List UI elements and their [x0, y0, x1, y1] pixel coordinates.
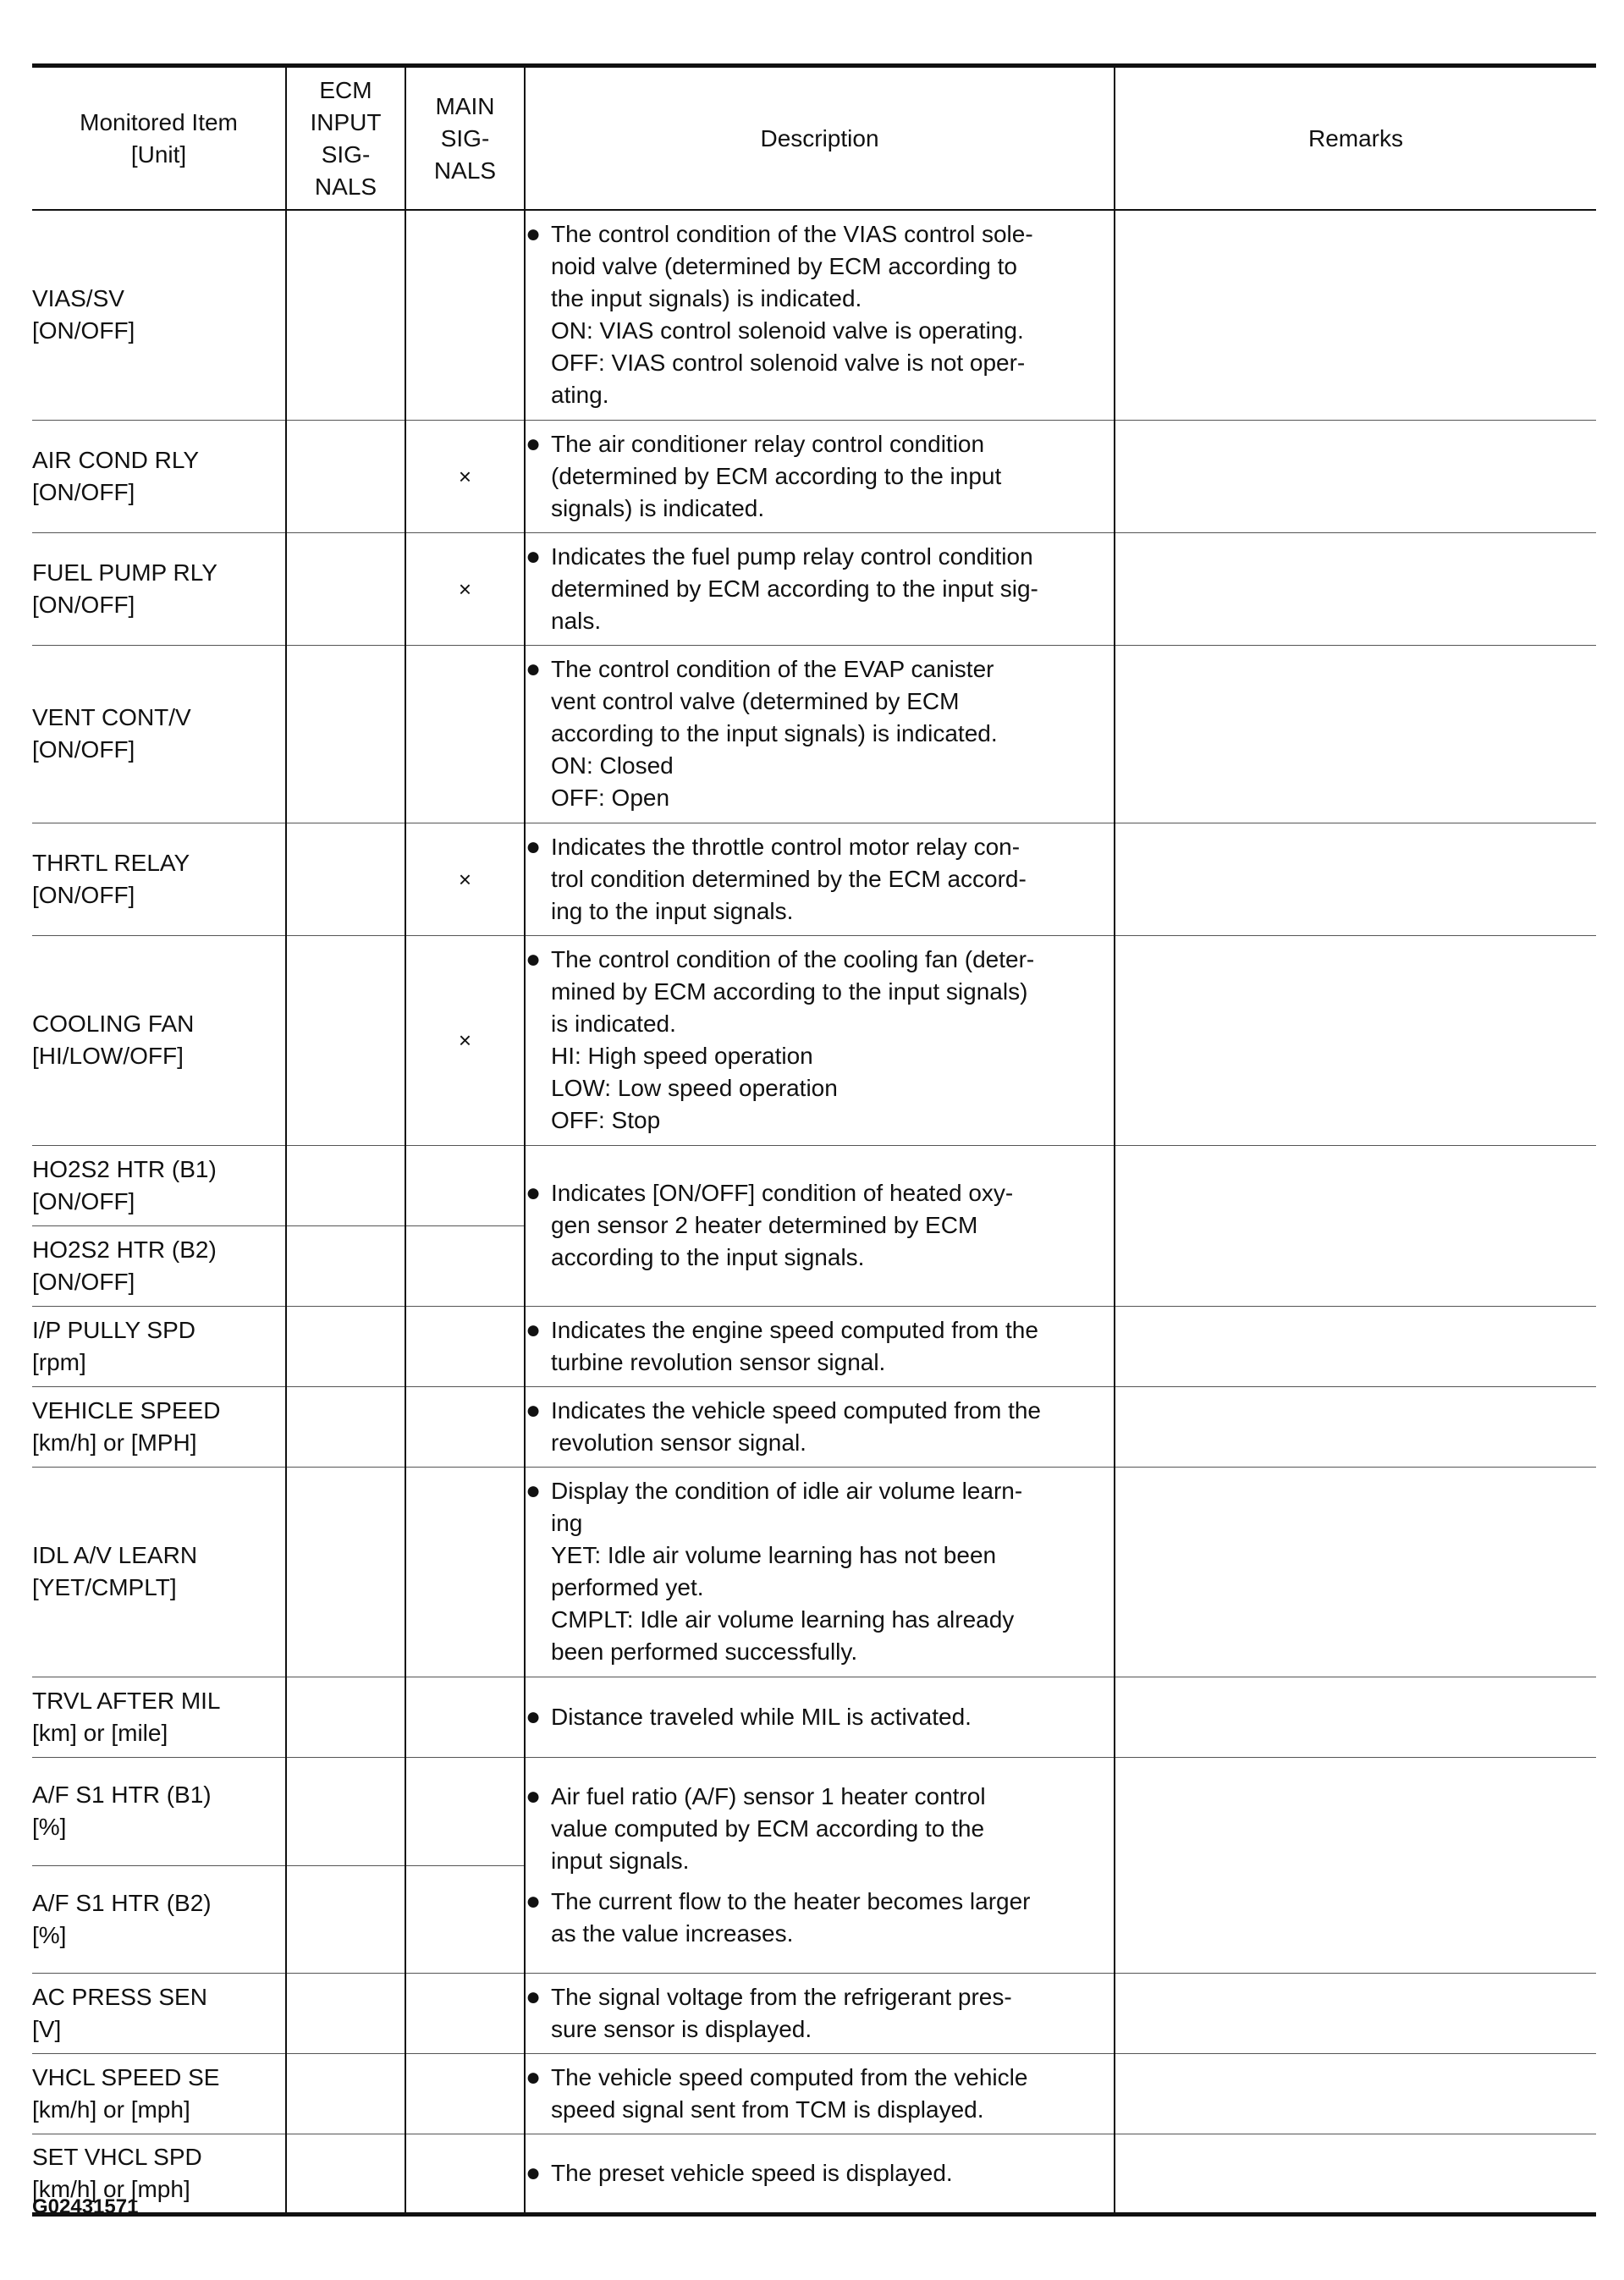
description-cell: [525, 1677, 1115, 1757]
text-line: [km] or [mile]: [32, 1719, 168, 1746]
text-line: (determined by ECM according to the input: [551, 462, 1002, 489]
text-line: noid valve (determined by ECM according to: [551, 253, 1017, 280]
bullet-text: [551, 1701, 1114, 1733]
text-line: The current flow to the heater becomes larger: [551, 1887, 1031, 1914]
monitored-item-cell: [32, 823, 286, 935]
description-bullet: [526, 1981, 1114, 2046]
text-line: The control condition of the cooling fan (deter-: [551, 946, 1035, 972]
text-line: [YET/CMPLT]: [32, 1574, 177, 1600]
description-cell: [525, 1973, 1115, 2053]
bullet-text: [551, 653, 1114, 814]
header-label-line: SIG-: [321, 140, 371, 168]
table-row: [32, 2134, 1596, 2214]
table-row: [32, 1973, 1596, 2053]
text-line: CMPLT: Idle air volume learning has already: [551, 1606, 1015, 1633]
description-bullet: [526, 1314, 1114, 1379]
table-row: [32, 1306, 1596, 1386]
description-bullet: [526, 541, 1114, 637]
ecm-input-signal-cell: [286, 823, 405, 935]
text-line: ating.: [551, 382, 609, 409]
text-line: [ON/OFF]: [32, 736, 135, 763]
ecm-input-signal-cell: [286, 1306, 405, 1386]
table-row: [32, 1386, 1596, 1467]
remarks-cell: [1115, 1973, 1596, 2053]
text-line: HI: High speed operation: [551, 1043, 813, 1069]
main-signal-cell: [405, 1973, 525, 2053]
text-line: OFF: Stop: [551, 1107, 661, 1133]
text-line: [%]: [32, 1921, 67, 1948]
text-line: [ON/OFF]: [32, 478, 135, 505]
monitored-items-table: [32, 63, 1596, 2217]
text-line: Indicates the throttle control motor relay con-: [551, 833, 1021, 860]
text-line: HO2S2 HTR (B2): [32, 1236, 217, 1263]
table-header-row: [32, 66, 1596, 211]
description-bullet: [526, 2157, 1114, 2189]
text-line: VHCL SPEED SE: [32, 2063, 220, 2090]
description-cell: [525, 1467, 1115, 1677]
monitored-item-cell: [32, 1306, 286, 1386]
header-label-line: ECM: [319, 76, 372, 103]
monitored-item-cell: [32, 645, 286, 823]
text-line: nals.: [551, 607, 602, 634]
text-line: [ON/OFF]: [32, 1268, 135, 1295]
document-page: [32, 63, 1596, 2217]
description-cell: [525, 823, 1115, 935]
header-label-line: SIG-: [440, 124, 490, 151]
text-line: The control condition of the EVAP canister: [551, 656, 994, 682]
monitored-item-cell: [32, 532, 286, 645]
bullet-text: [551, 1981, 1114, 2046]
bullet-dot-icon: ●: [526, 1702, 542, 1731]
ecm-input-signal-cell: [286, 1467, 405, 1677]
text-line: ON: Closed: [551, 752, 674, 779]
text-line: VIAS/SV: [32, 285, 124, 312]
main-signal-cell: [405, 1757, 525, 1865]
main-signal-cell: ×: [405, 935, 525, 1145]
table-row: [32, 823, 1596, 935]
bullet-dot-icon: ●: [526, 1179, 542, 1207]
monitored-item-cell: [32, 1145, 286, 1225]
description-bullet: [526, 1395, 1114, 1459]
text-line: revolution sensor signal.: [551, 1429, 806, 1456]
description-bullet: [526, 653, 1114, 814]
bullet-dot-icon: ●: [526, 2062, 542, 2091]
text-line: COOLING FAN: [32, 1011, 195, 1037]
text-line: A/F S1 HTR (B2): [32, 1889, 212, 1916]
main-signal-cell: [405, 1467, 525, 1677]
text-line: LOW: Low speed operation: [551, 1075, 838, 1101]
ecm-input-signal-cell: [286, 935, 405, 1145]
main-signal-cell: [405, 1865, 525, 1973]
monitored-item-cell: [32, 210, 286, 420]
main-signal-cell: [405, 2134, 525, 2214]
bullet-dot-icon: ●: [526, 542, 542, 570]
remarks-cell: [1115, 645, 1596, 823]
text-line: Distance traveled while MIL is activated.: [551, 1703, 972, 1730]
text-line: Air fuel ratio (A/F) sensor 1 heater control: [551, 1782, 986, 1809]
monitored-item-cell: [32, 1973, 286, 2053]
bullet-text: [551, 831, 1114, 928]
text-line: turbine revolution sensor signal.: [551, 1348, 886, 1375]
text-line: AC PRESS SEN: [32, 1983, 207, 2010]
remarks-cell: [1115, 1386, 1596, 1467]
bullet-dot-icon: ●: [526, 1477, 542, 1505]
table-row: [32, 210, 1596, 420]
text-line: THRTL RELAY: [32, 849, 190, 876]
table-row: [32, 420, 1596, 532]
description-cell: [525, 645, 1115, 823]
main-signal-cell: [405, 1677, 525, 1757]
description-bullet: [526, 944, 1114, 1137]
text-line: The control condition of the VIAS control sole-: [551, 221, 1033, 248]
remarks-cell: [1115, 935, 1596, 1145]
description-bullet: [526, 1701, 1114, 1733]
header-label-line: [Unit]: [130, 140, 187, 168]
bullet-dot-icon: ●: [526, 1886, 542, 1915]
table-row: [32, 1145, 1596, 1225]
bullet-text: [551, 1781, 1114, 1877]
text-line: the input signals) is indicated.: [551, 285, 862, 312]
text-line: [km/h] or [mph]: [32, 2175, 190, 2202]
description-cell: [525, 1757, 1115, 1973]
description-cell: [525, 935, 1115, 1145]
bullet-text: [551, 218, 1114, 411]
document-id: G02431571: [32, 2195, 139, 2218]
bullet-dot-icon: ●: [526, 2158, 542, 2187]
monitored-item-cell: [32, 1757, 286, 1865]
text-line: [rpm]: [32, 1348, 86, 1375]
monitored-item-cell: [32, 1865, 286, 1973]
text-line: FUEL PUMP RLY: [32, 559, 217, 586]
bullet-text: [551, 1314, 1114, 1379]
description-cell: [525, 2053, 1115, 2134]
text-line: Display the condition of idle air volume learn-: [551, 1478, 1023, 1504]
text-line: mined by ECM according to the input signals): [551, 978, 1028, 1005]
description-cell: [525, 1386, 1115, 1467]
bullet-text: [551, 944, 1114, 1137]
monitored-item-cell: [32, 1386, 286, 1467]
col-header-description: [525, 66, 1115, 211]
col-header-main-signals: [405, 66, 525, 211]
remarks-cell: [1115, 420, 1596, 532]
description-bullet: [526, 1475, 1114, 1668]
remarks-cell: [1115, 823, 1596, 935]
ecm-input-signal-cell: [286, 1145, 405, 1225]
ecm-input-signal-cell: [286, 1225, 405, 1306]
description-bullet: [526, 218, 1114, 411]
description-bullet: [526, 1886, 1114, 1950]
text-line: Indicates the engine speed computed from the: [551, 1316, 1038, 1343]
bullet-dot-icon: ●: [526, 429, 542, 458]
text-line: Indicates the vehicle speed computed from the: [551, 1396, 1042, 1424]
table-row: [32, 645, 1596, 823]
description-cell: [525, 2134, 1115, 2214]
bullet-text: [551, 1177, 1114, 1274]
remarks-cell: [1115, 1145, 1596, 1306]
ecm-input-signal-cell: [286, 645, 405, 823]
main-signal-cell: [405, 1225, 525, 1306]
bullet-dot-icon: ●: [526, 1782, 542, 1810]
table-row: [32, 1467, 1596, 1677]
text-line: OFF: Open: [551, 785, 670, 811]
text-line: [km/h] or [mph]: [32, 2096, 190, 2123]
text-line: Indicates [ON/OFF] condition of heated oxy-: [551, 1180, 1014, 1206]
table-row: [32, 1757, 1596, 1865]
text-line: [ON/OFF]: [32, 881, 135, 908]
remarks-cell: [1115, 532, 1596, 645]
col-header-ecm-input-signals: [286, 66, 405, 211]
text-line: The air conditioner relay control condition: [551, 430, 985, 457]
text-line: ing to the input signals.: [551, 897, 794, 924]
text-line: input signals.: [551, 1847, 690, 1874]
text-line: SET VHCL SPD: [32, 2143, 202, 2170]
main-signal-cell: [405, 1306, 525, 1386]
text-line: IDL A/V LEARN: [32, 1542, 198, 1568]
main-signal-cell: [405, 210, 525, 420]
header-label-line: Description: [760, 124, 879, 151]
text-line: trol condition determined by the ECM accord-: [551, 865, 1027, 892]
bullet-text: [551, 1886, 1114, 1950]
bullet-dot-icon: ●: [526, 1982, 542, 2011]
bullet-text: [551, 2062, 1114, 2126]
remarks-cell: [1115, 2053, 1596, 2134]
main-signal-cell: [405, 1386, 525, 1467]
monitored-item-cell: [32, 935, 286, 1145]
text-line: [V]: [32, 2015, 62, 2042]
bullet-dot-icon: ●: [526, 945, 542, 973]
ecm-input-signal-cell: [286, 1973, 405, 2053]
description-bullet: [526, 428, 1114, 525]
description-cell: [525, 532, 1115, 645]
text-line: The vehicle speed computed from the vehicle: [551, 2063, 1028, 2090]
text-line: [ON/OFF]: [32, 591, 135, 618]
ecm-input-signal-cell: [286, 210, 405, 420]
header-label-line: INPUT: [310, 108, 382, 135]
remarks-cell: [1115, 1757, 1596, 1973]
text-line: [ON/OFF]: [32, 317, 135, 344]
text-line: I/P PULLY SPD: [32, 1316, 195, 1343]
col-header-monitored-item: [32, 66, 286, 211]
bullet-dot-icon: ●: [526, 655, 542, 683]
header-label-line: NALS: [433, 157, 497, 184]
main-signal-cell: ×: [405, 532, 525, 645]
bullet-dot-icon: ●: [526, 1315, 542, 1344]
text-line: performed yet.: [551, 1574, 704, 1600]
remarks-cell: [1115, 210, 1596, 420]
table-row: [32, 532, 1596, 645]
text-line: YET: Idle air volume learning has not been: [551, 1542, 997, 1568]
bullet-text: [551, 541, 1114, 637]
text-line: HO2S2 HTR (B1): [32, 1155, 217, 1182]
text-line: AIR COND RLY: [32, 446, 200, 473]
ecm-input-signal-cell: [286, 532, 405, 645]
ecm-input-signal-cell: [286, 1386, 405, 1467]
description-cell: [525, 1306, 1115, 1386]
header-label-line: Remarks: [1307, 124, 1403, 151]
ecm-input-signal-cell: [286, 420, 405, 532]
text-line: value computed by ECM according to the: [551, 1815, 985, 1842]
description-cell: [525, 1145, 1115, 1306]
text-line: The preset vehicle speed is displayed.: [551, 2159, 953, 2186]
text-line: is indicated.: [551, 1011, 676, 1037]
text-line: gen sensor 2 heater determined by ECM: [551, 1212, 978, 1238]
monitored-item-cell: [32, 1225, 286, 1306]
description-bullet: [526, 831, 1114, 928]
monitored-item-cell: [32, 420, 286, 532]
main-signal-cell: ×: [405, 420, 525, 532]
text-line: speed signal sent from TCM is displayed.: [551, 2096, 984, 2123]
text-line: ON: VIAS control solenoid valve is operating.: [551, 317, 1024, 344]
ecm-input-signal-cell: [286, 1757, 405, 1865]
monitored-item-cell: [32, 1677, 286, 1757]
description-bullet: [526, 2062, 1114, 2126]
description-cell: [525, 210, 1115, 420]
description-bullet: [526, 1781, 1114, 1877]
text-line: A/F S1 HTR (B1): [32, 1782, 212, 1808]
bullet-dot-icon: ●: [526, 220, 542, 249]
text-line: TRVL AFTER MIL: [32, 1687, 221, 1714]
table-row: [32, 1677, 1596, 1757]
monitored-item-cell: [32, 1467, 286, 1677]
description-bullet: [526, 1177, 1114, 1274]
text-line: The signal voltage from the refrigerant pres-: [551, 1983, 1012, 2010]
col-header-remarks: [1115, 66, 1596, 211]
bullet-dot-icon: ●: [526, 832, 542, 861]
ecm-input-signal-cell: [286, 1865, 405, 1973]
text-line: according to the input signals) is indicated.: [551, 720, 998, 746]
bullet-text: [551, 1475, 1114, 1668]
text-line: [HI/LOW/OFF]: [32, 1043, 184, 1069]
table-row: [32, 935, 1596, 1145]
ecm-input-signal-cell: [286, 2134, 405, 2214]
header-label-line: NALS: [314, 173, 377, 200]
main-signal-cell: ×: [405, 823, 525, 935]
header-label-line: Monitored Item: [80, 108, 238, 135]
ecm-input-signal-cell: [286, 2053, 405, 2134]
main-signal-cell: [405, 2053, 525, 2134]
remarks-cell: [1115, 1677, 1596, 1757]
text-line: [km/h] or [MPH]: [32, 1429, 197, 1456]
text-line: [ON/OFF]: [32, 1187, 135, 1214]
bullet-text: [551, 428, 1114, 525]
text-line: OFF: VIAS control solenoid valve is not oper-: [551, 350, 1026, 377]
bullet-text: [551, 1395, 1114, 1459]
bullet-text: [551, 2157, 1114, 2189]
remarks-cell: [1115, 1467, 1596, 1677]
text-line: VENT CONT/V: [32, 704, 191, 730]
bullet-dot-icon: ●: [526, 1396, 542, 1424]
text-line: vent control valve (determined by ECM: [551, 688, 960, 714]
main-signal-cell: [405, 1145, 525, 1225]
text-line: sure sensor is displayed.: [551, 2015, 812, 2042]
table-row: [32, 2053, 1596, 2134]
text-line: as the value increases.: [551, 1919, 794, 1947]
text-line: according to the input signals.: [551, 1244, 865, 1270]
text-line: [%]: [32, 1814, 67, 1840]
remarks-cell: [1115, 1306, 1596, 1386]
remarks-cell: [1115, 2134, 1596, 2214]
ecm-input-signal-cell: [286, 1677, 405, 1757]
text-line: ing: [551, 1510, 583, 1536]
text-line: signals) is indicated.: [551, 494, 765, 521]
monitored-item-cell: [32, 2053, 286, 2134]
text-line: Indicates the fuel pump relay control condition: [551, 542, 1033, 570]
main-signal-cell: [405, 645, 525, 823]
text-line: VEHICLE SPEED: [32, 1396, 221, 1424]
header-label-line: MAIN: [435, 92, 495, 119]
text-line: been performed successfully.: [551, 1638, 858, 1665]
description-cell: [525, 420, 1115, 532]
text-line: determined by ECM according to the input sig-: [551, 575, 1038, 602]
